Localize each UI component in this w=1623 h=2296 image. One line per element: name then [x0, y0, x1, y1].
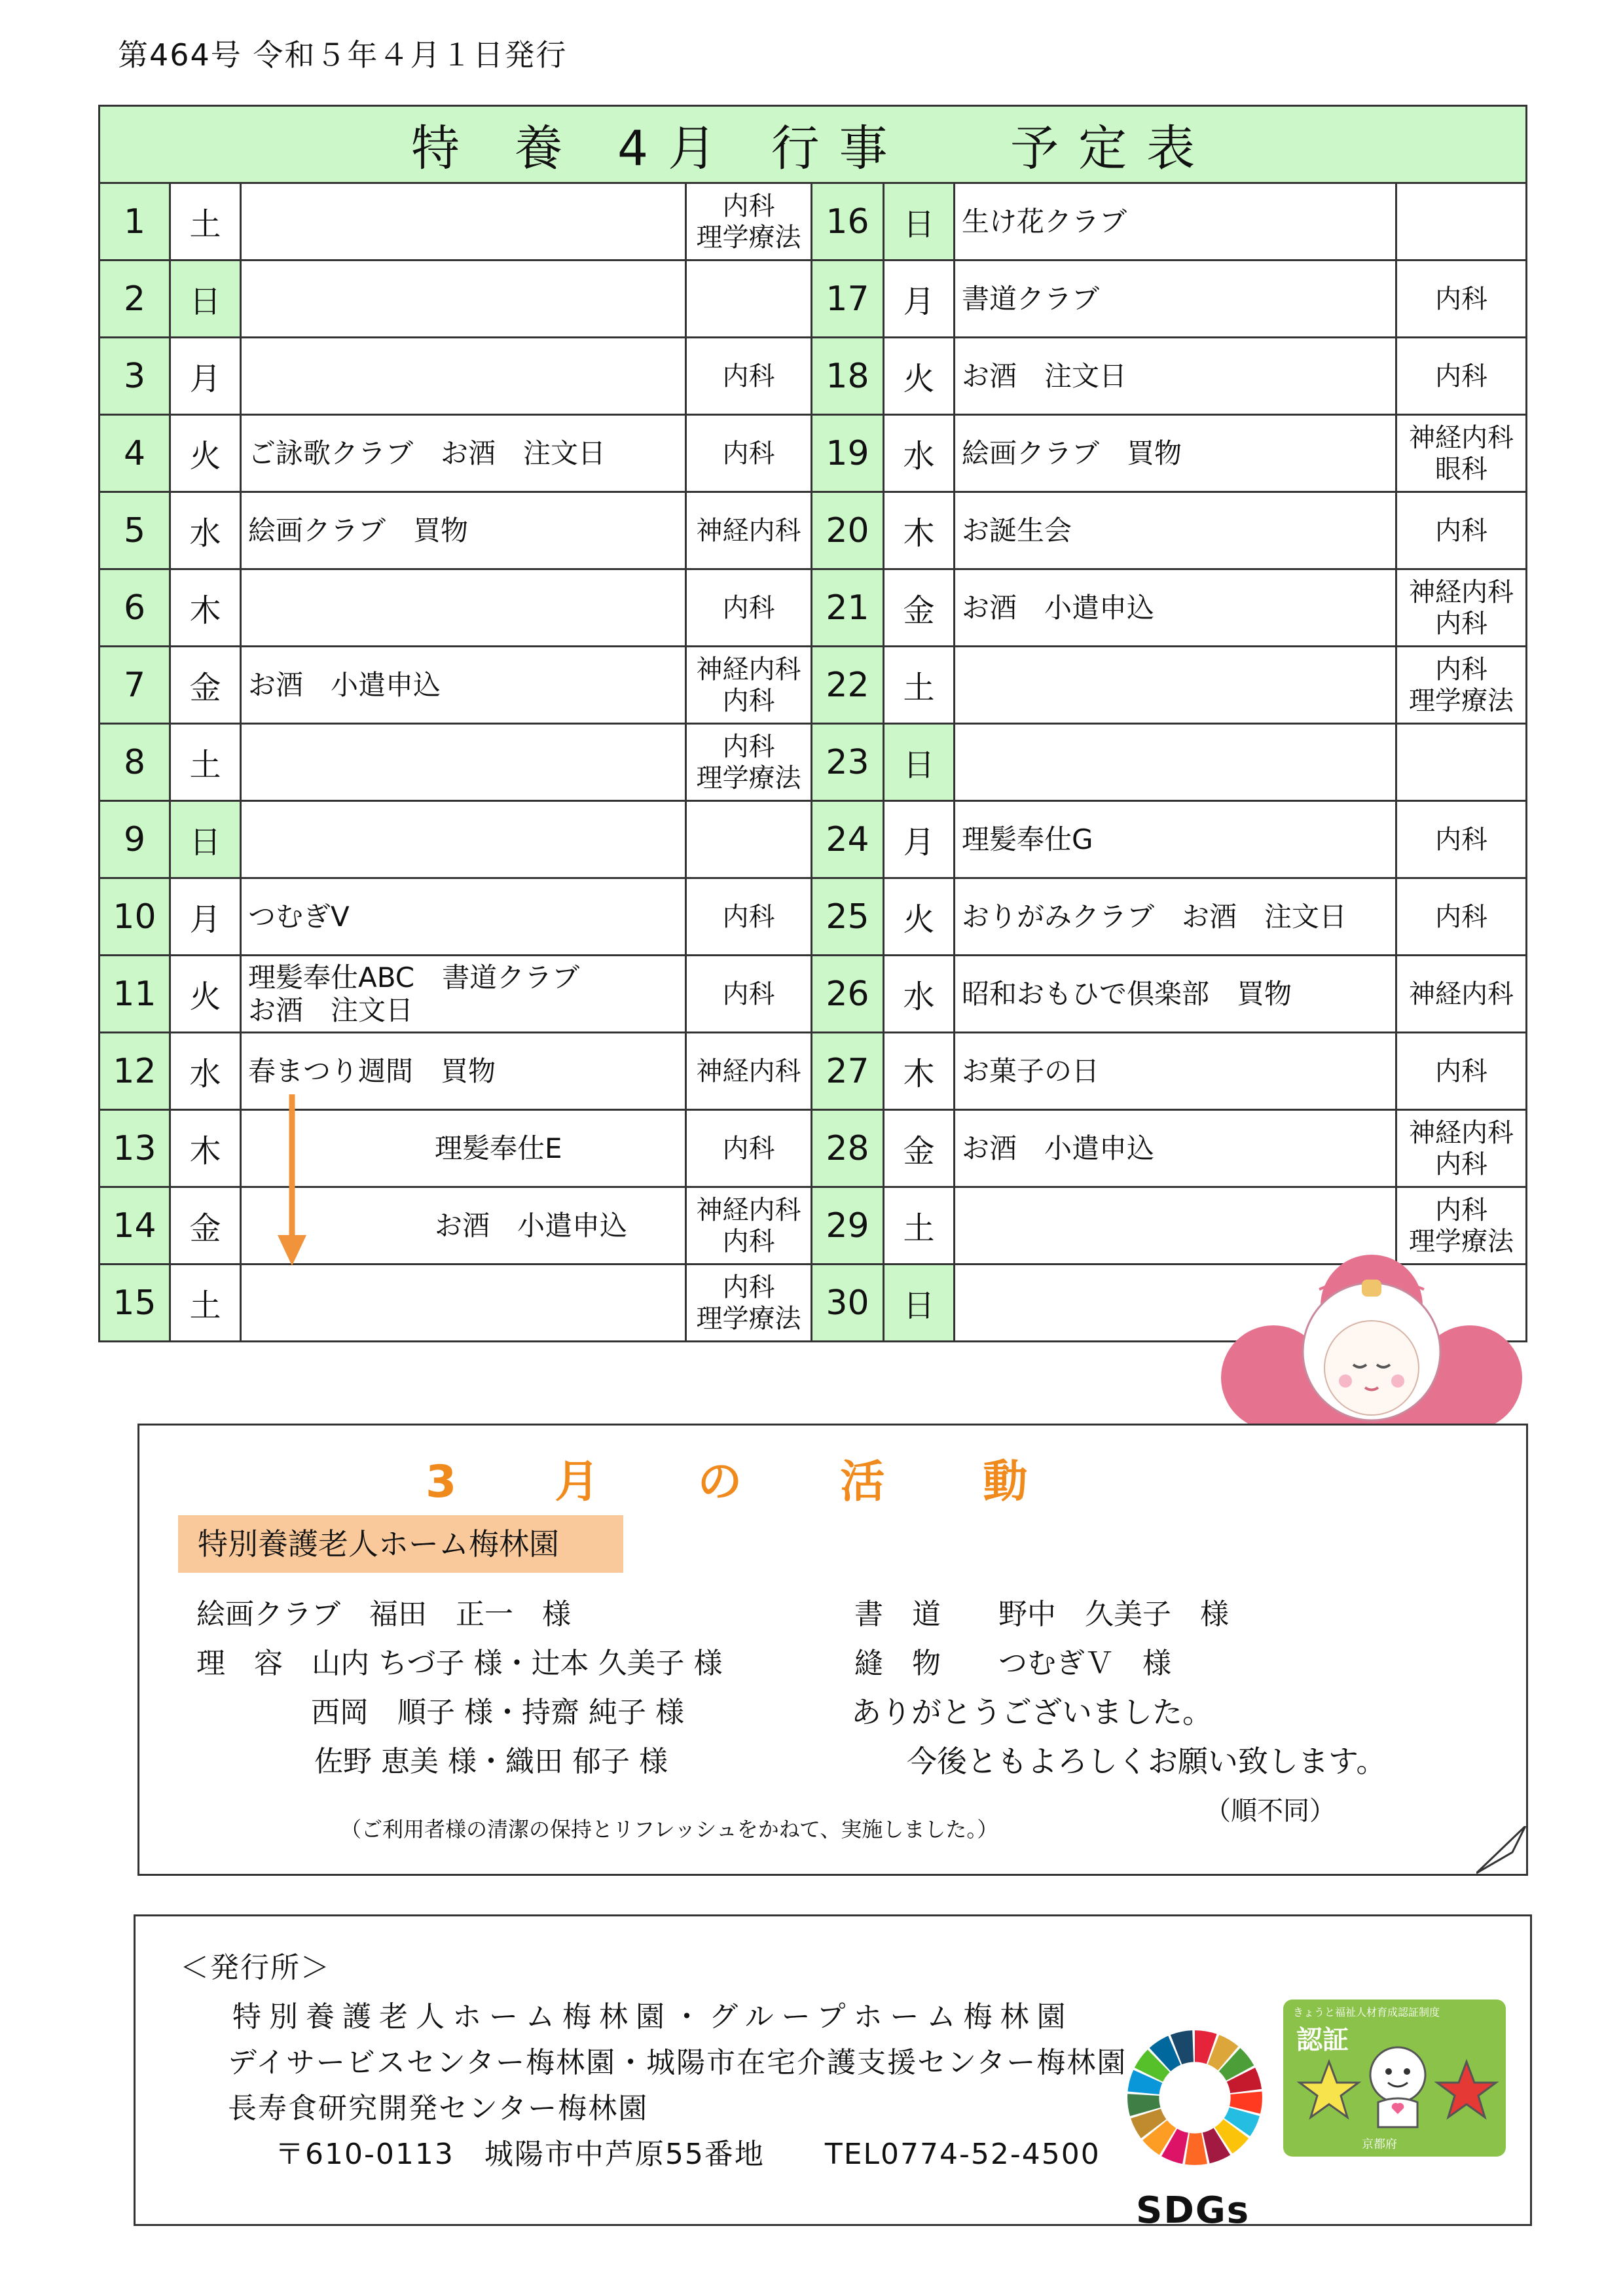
event-cell: 絵画クラブ 買物 [955, 415, 1396, 492]
doctor-cell: 内科 [686, 338, 812, 415]
doctor-cell: 神経内科 [686, 1033, 812, 1110]
day-number: 6 [100, 569, 170, 647]
weekday: 土 [170, 724, 241, 801]
event-cell: お酒 小遣申込 [955, 569, 1396, 647]
weekday: 水 [170, 1033, 241, 1110]
event-cell: 理髪奉仕E [241, 1110, 686, 1187]
day-number: 2 [100, 260, 170, 338]
activity-line: 西岡 順子 様・持齋 純子 様 [311, 1696, 684, 1729]
weekday: 土 [884, 647, 955, 724]
doctor-cell: 内科 [1396, 338, 1527, 415]
event-cell [241, 183, 686, 260]
day-number: 13 [100, 1110, 170, 1187]
event-cell [955, 724, 1396, 801]
day-number: 23 [812, 724, 884, 801]
weekday: 土 [884, 1187, 955, 1265]
weekday: 月 [884, 260, 955, 338]
weekday: 金 [170, 647, 241, 724]
doctor-cell: 内科 [686, 878, 812, 956]
event-cell [955, 647, 1396, 724]
day-number: 12 [100, 1033, 170, 1110]
doctor-cell: 内科 [1396, 801, 1527, 878]
event-cell: お酒 注文日 [955, 338, 1396, 415]
day-number: 22 [812, 647, 884, 724]
doctor-cell: 内科 [686, 956, 812, 1033]
event-cell: 絵画クラブ 買物 [241, 492, 686, 569]
schedule-title: 特 養 4月 行事 予定表 [100, 106, 1527, 183]
weekday: 木 [884, 492, 955, 569]
doctor-cell [686, 801, 812, 878]
sdgs-wheel-icon [1126, 2029, 1264, 2166]
cert-caption: きょうと福祉人材育成認証制度 [1293, 2006, 1440, 2018]
doctor-cell: 神経内科 内科 [1396, 1110, 1527, 1187]
page-curl-icon [1476, 1826, 1529, 1875]
issue-line: 第464号 令和５年４月１日発行 [118, 37, 568, 73]
doctor-cell: 内科 理学療法 [1396, 1187, 1527, 1265]
doctor-cell: 内科 [1396, 1033, 1527, 1110]
schedule-row [100, 492, 1527, 569]
event-cell [241, 724, 686, 801]
event-cell [241, 338, 686, 415]
day-number: 9 [100, 801, 170, 878]
event-cell [241, 1265, 686, 1342]
weekday: 金 [884, 1110, 955, 1187]
weekday: 日 [170, 260, 241, 338]
doctor-cell: 内科 理学療法 [686, 1265, 812, 1342]
schedule-row [100, 956, 1527, 1033]
activity-line: 書 道 野中 久美子 様 [854, 1598, 1229, 1631]
day-number: 27 [812, 1033, 884, 1110]
event-cell [955, 1187, 1396, 1265]
publisher-line: デイサービスセンター梅林園・城陽市在宅介護支援センター梅林園 [228, 2046, 1127, 2079]
weekday: 水 [884, 956, 955, 1033]
weekday: 日 [170, 801, 241, 878]
day-number: 15 [100, 1265, 170, 1342]
day-number: 20 [812, 492, 884, 569]
schedule-row [100, 569, 1527, 647]
event-cell [241, 801, 686, 878]
cert-mascot-icon [1293, 2042, 1503, 2134]
doctor-cell [686, 260, 812, 338]
weekday: 火 [884, 878, 955, 956]
weekday: 日 [884, 724, 955, 801]
day-number: 5 [100, 492, 170, 569]
activity-line: 佐野 恵美 様・織田 郁子 様 [314, 1745, 668, 1778]
event-cell [241, 260, 686, 338]
weekday: 月 [170, 338, 241, 415]
order-note: （順不同） [1205, 1796, 1336, 1826]
publisher-line: 長寿食研究開発センター梅林園 [228, 2092, 649, 2125]
doctor-cell: 内科 [686, 1110, 812, 1187]
publisher-line: 特別養護老人ホーム梅林園・グループホーム梅林園 [232, 2000, 1074, 2034]
thanks-line: 今後ともよろしくお願い致します。 [907, 1744, 1387, 1779]
day-number: 16 [812, 183, 884, 260]
activities-footnote: （ご利用者様の清潔の保持とリフレッシュをかねて、実施しました。） [340, 1817, 998, 1842]
event-cell: 生け花クラブ [955, 183, 1396, 260]
day-number: 11 [100, 956, 170, 1033]
event-cell: ご詠歌クラブ お酒 注文日 [241, 415, 686, 492]
day-number: 25 [812, 878, 884, 956]
event-cell [241, 569, 686, 647]
event-cell: お酒 小遣申込 [955, 1110, 1396, 1187]
day-number: 24 [812, 801, 884, 878]
doctor-cell: 神経内科 [1396, 956, 1527, 1033]
weekday: 日 [884, 1265, 955, 1342]
activity-line: 絵画クラブ 福田 正一 様 [196, 1598, 571, 1631]
day-number: 1 [100, 183, 170, 260]
day-number: 8 [100, 724, 170, 801]
weekday: 金 [170, 1187, 241, 1265]
event-cell: つむぎV [241, 878, 686, 956]
weekday: 土 [170, 183, 241, 260]
day-number: 18 [812, 338, 884, 415]
doctor-cell: 内科 理学療法 [686, 183, 812, 260]
event-cell: お菓子の日 [955, 1033, 1396, 1110]
weekday: 水 [884, 415, 955, 492]
weekday: 木 [170, 1110, 241, 1187]
schedule-row [100, 878, 1527, 956]
schedule-row [100, 338, 1527, 415]
activity-line: 理 容 山内 ちづ子 様・辻本 久美子 様 [196, 1647, 723, 1680]
doctor-cell: 内科 理学療法 [1396, 647, 1527, 724]
doctor-cell [1396, 724, 1527, 801]
doctor-cell: 神経内科 内科 [686, 1187, 812, 1265]
day-number: 21 [812, 569, 884, 647]
event-cell: 昭和おもひで倶楽部 買物 [955, 956, 1396, 1033]
sdgs-logo-text: SDGs [1136, 2189, 1250, 2232]
event-cell: お酒 小遣申込 [241, 647, 686, 724]
doctor-cell: 内科 [1396, 260, 1527, 338]
weekday: 木 [170, 569, 241, 647]
schedule-row [100, 260, 1527, 338]
schedule-row [100, 801, 1527, 878]
event-cell: お酒 小遣申込 [241, 1187, 686, 1265]
doctor-cell: 神経内科 内科 [686, 647, 812, 724]
day-number: 17 [812, 260, 884, 338]
cert-title: 認証 [1296, 2025, 1349, 2055]
day-number: 19 [812, 415, 884, 492]
day-number: 14 [100, 1187, 170, 1265]
weekday: 木 [884, 1033, 955, 1110]
weekday: 火 [884, 338, 955, 415]
weekday: 火 [170, 956, 241, 1033]
doctor-cell: 神経内科 眼科 [1396, 415, 1527, 492]
doctor-cell: 内科 理学療法 [686, 724, 812, 801]
doctor-cell: 内科 [1396, 492, 1527, 569]
event-cell: おりがみクラブ お酒 注文日 [955, 878, 1396, 956]
day-number: 30 [812, 1265, 884, 1342]
event-cell: 書道クラブ [955, 260, 1396, 338]
event-cell: 理髪奉仕G [955, 801, 1396, 878]
doctor-cell [1396, 183, 1527, 260]
doctor-cell: 神経内科 [686, 492, 812, 569]
day-number: 3 [100, 338, 170, 415]
activities-title: 3月の活動 [426, 1456, 1126, 1508]
publisher-heading: ＜発行所＞ [180, 1951, 331, 1984]
event-cell: 春まつり週間 買物 [241, 1033, 686, 1110]
day-number: 7 [100, 647, 170, 724]
weekday: 月 [170, 878, 241, 956]
publisher-address: 〒610-0113 城陽市中芦原55番地 TEL0774-52-4500 [275, 2138, 1101, 2171]
schedule-row [100, 647, 1527, 724]
facility-label: 特別養護老人ホーム梅林園 [178, 1515, 623, 1573]
schedule-row [100, 724, 1527, 801]
day-number: 4 [100, 415, 170, 492]
weekday: 月 [884, 801, 955, 878]
schedule-row [100, 415, 1527, 492]
day-number: 28 [812, 1110, 884, 1187]
weekday: 火 [170, 415, 241, 492]
cert-prefecture: 京都府 [1362, 2138, 1397, 2151]
event-cell: 理髪奉仕ABC 書道クラブ お酒 注文日 [241, 956, 686, 1033]
doctor-cell: 内科 [686, 415, 812, 492]
weekday: 土 [170, 1265, 241, 1342]
week-arrow-icon [275, 1094, 314, 1271]
schedule-row [100, 183, 1527, 260]
day-number: 29 [812, 1187, 884, 1265]
day-number: 26 [812, 956, 884, 1033]
activity-line: 縫 物 つむぎＶ 様 [854, 1647, 1171, 1680]
doctor-cell: 神経内科 内科 [1396, 569, 1527, 647]
thanks-line: ありがとうございました。 [851, 1695, 1213, 1730]
doctor-cell: 内科 [686, 569, 812, 647]
weekday: 金 [884, 569, 955, 647]
doctor-cell: 内科 [1396, 878, 1527, 956]
weekday: 日 [884, 183, 955, 260]
event-cell: お誕生会 [955, 492, 1396, 569]
weekday: 水 [170, 492, 241, 569]
day-number: 10 [100, 878, 170, 956]
